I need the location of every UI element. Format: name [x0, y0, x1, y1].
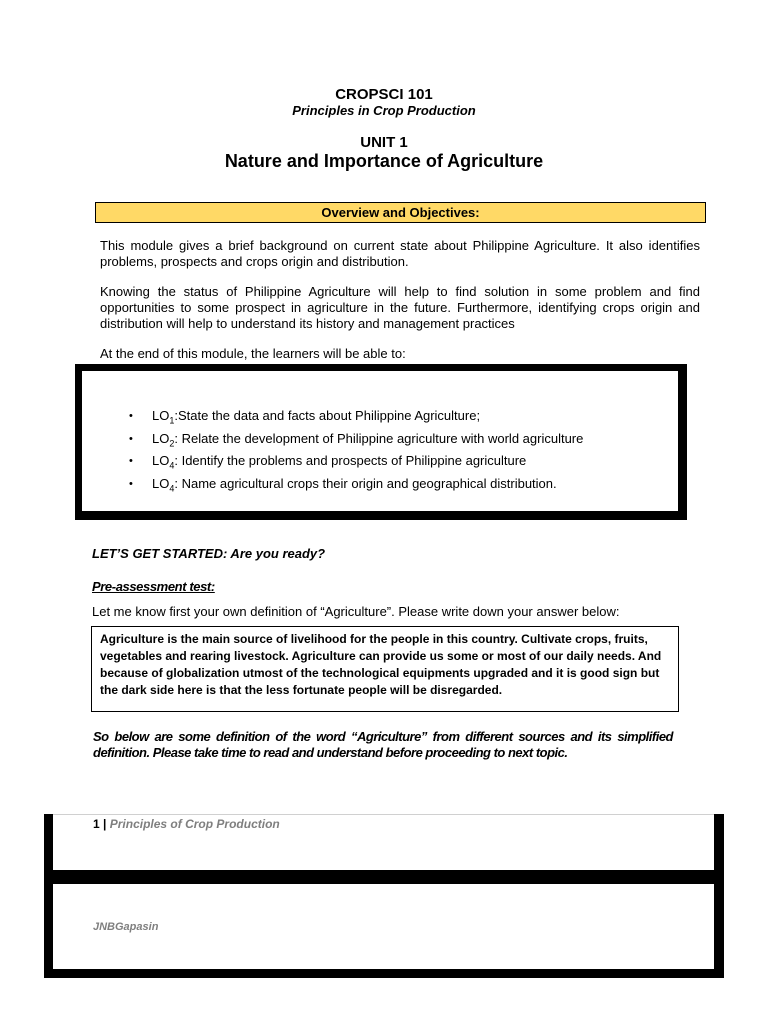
footer-title: Principles of Crop Production: [109, 817, 280, 831]
objective-code: LO: [152, 453, 170, 469]
objective-text: : Identify the problems and prospects of Philippine agriculture: [174, 453, 527, 469]
objective-number: 2: [169, 438, 175, 449]
overview-paragraph: This module gives a brief background on current state about Philippine Agriculture. It also identifies problems, prospects and crops origin and distribution.: [100, 238, 700, 269]
preassessment-prompt: Let me know first your own definition of “Agriculture”. Please write down your answer below:: [92, 604, 620, 619]
footer-rule: [53, 814, 714, 815]
bullet-icon: •: [129, 432, 133, 445]
course-code: CROPSCI 101: [335, 86, 433, 103]
objective-text: :State the data and facts about Philippine Agriculture;: [174, 408, 481, 423]
objectives-intro: At the end of this module, the learners will be able to:: [100, 346, 406, 361]
page-number: 1: [93, 817, 100, 831]
objective-item: [122, 452, 583, 475]
unit-label: UNIT 1: [360, 134, 408, 151]
author-name: JNBGapasin: [93, 921, 159, 933]
bullet-icon: •: [129, 410, 133, 422]
objective-text: : Relate the development of Philippine agriculture with world agriculture: [174, 430, 584, 446]
footer-separator: |: [103, 817, 107, 831]
frame-border: [44, 969, 724, 978]
objective-code: LO: [152, 408, 170, 423]
unit-title: Nature and Importance of Agriculture: [224, 151, 544, 171]
footer-frame: [44, 814, 724, 978]
objective-item: [122, 475, 583, 498]
objective-code: LO: [152, 430, 170, 446]
frame-border: [44, 814, 53, 978]
answer-box: Agriculture is the main source of livelihood for the people in this country. Cultivate crops, fruits, vegetables and rearing livestock. Agriculture can provide us some or most of our daily needs. And because of globalization utmost of the technological equipments upgraded and it is good sign but the dark side here is that the less fortunate people will be disregarded.: [91, 626, 679, 712]
frame-border: [714, 814, 724, 978]
objective-item: [122, 407, 583, 430]
objective-number: 4: [169, 460, 175, 471]
bullet-icon: •: [129, 455, 133, 468]
objective-item: [122, 430, 583, 453]
objective-code: LO: [152, 475, 170, 491]
definitions-intro: So below are some definition of the word “Agriculture” from different sources and its simplified definition. Please take time to read and understand before proceeding to next topic.: [93, 729, 673, 760]
objective-number: 1: [169, 415, 175, 426]
objectives-box: [75, 364, 687, 520]
section-heading: LET’S GET STARTED: Are you ready?: [92, 546, 326, 561]
overview-paragraph: Knowing the status of Philippine Agriculture will help to find solution in some problem and find opportunities to some prospect in agriculture in the future. Furthermore, identifying crops origin and distribution will help to understand its history and management practices: [100, 284, 700, 331]
frame-border: [53, 870, 714, 884]
page-footer: [93, 817, 280, 831]
objectives-list: [122, 407, 583, 497]
bullet-icon: •: [129, 477, 133, 490]
objective-number: 4: [169, 483, 175, 494]
course-title: Principles in Crop Production: [292, 103, 476, 118]
objective-text: : Name agricultural crops their origin and geographical distribution.: [174, 475, 557, 491]
overview-banner: Overview and Objectives:: [95, 202, 706, 223]
preassessment-heading: Pre-assessment test:: [92, 579, 215, 594]
